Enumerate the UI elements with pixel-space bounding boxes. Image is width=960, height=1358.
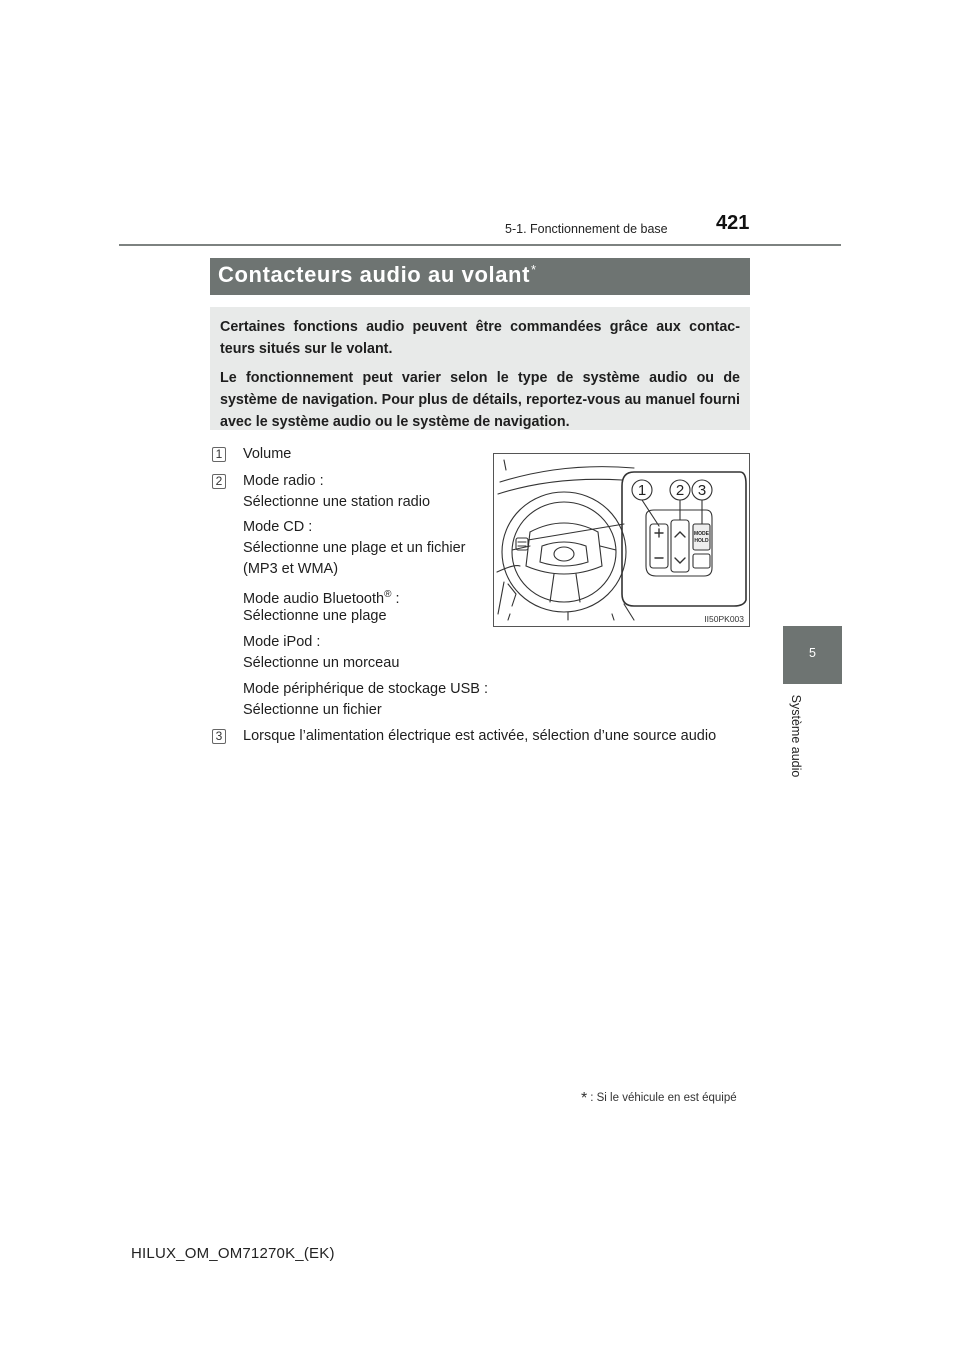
item-number-badge: 1 (212, 447, 226, 462)
item-2-line: Mode CD : (243, 519, 313, 535)
section-title-bar (210, 258, 750, 295)
section-title (218, 262, 537, 288)
mode-button-label: MODE (694, 531, 709, 537)
item-2-line: Mode audio Bluetooth® : (243, 589, 400, 607)
item-3-text: Lorsque l’alimentation électrique est activée, sélection d’une source audio (243, 728, 717, 744)
item-1-text: Volume (243, 446, 292, 462)
item-2-line: Sélectionne un fichier (243, 702, 382, 718)
item-2-line: Sélectionne un morceau (243, 655, 400, 671)
item-2-line: Sélectionne une plage (243, 608, 387, 624)
item-2-line: Mode radio : (243, 473, 324, 489)
equipment-marker: * (531, 262, 537, 277)
item-number-badge: 3 (212, 729, 226, 744)
intro-paragraph: Le fonctionnement peut varier selon le type de système audio ou de système de navigation. Pour plus de détails, reportez-vous au manuel fourni avec le système audio ou le système de navigation. (220, 370, 740, 430)
intro-box (210, 307, 750, 430)
intro-paragraph: Certaines fonctions audio peuvent être commandées grâce aux contac-teurs situés sur le volant. (220, 319, 740, 357)
figure-callout-1: 1 (637, 482, 647, 499)
item-2-line: Mode iPod : (243, 634, 321, 650)
footnote-text: : Si le véhicule en est équipé (590, 1092, 737, 1104)
steering-wheel-illustration (494, 454, 749, 626)
chapter-number: 5 (809, 646, 816, 660)
header-divider (119, 244, 841, 246)
hold-button-label: HOLD (694, 538, 709, 544)
item-2-line: Mode périphérique de stockage USB : (243, 681, 489, 697)
page-number: 421 (716, 212, 750, 234)
chapter-label: Système audio (789, 694, 803, 778)
footnote-symbol: * (581, 1090, 588, 1107)
figure-callout-3: 3 (697, 482, 707, 499)
footnote (581, 1088, 737, 1106)
section-title-text: Contacteurs audio au volant (218, 262, 531, 287)
steering-switch-figure (493, 453, 750, 627)
figure-code: II50PK003 (704, 614, 744, 624)
item-number-badge: 2 (212, 474, 226, 489)
document-code: HILUX_OM_OM71270K_(EK) (131, 1245, 335, 1262)
item-2-line: Sélectionne une station radio (243, 494, 431, 510)
figure-callout-2: 2 (675, 482, 685, 499)
item-2-line: Sélectionne une plage et un fichier (243, 540, 466, 556)
running-header-section: 5-1. Fonctionnement de base (505, 222, 668, 236)
item-2-line: (MP3 et WMA) (243, 561, 339, 577)
chapter-tab (783, 626, 842, 684)
